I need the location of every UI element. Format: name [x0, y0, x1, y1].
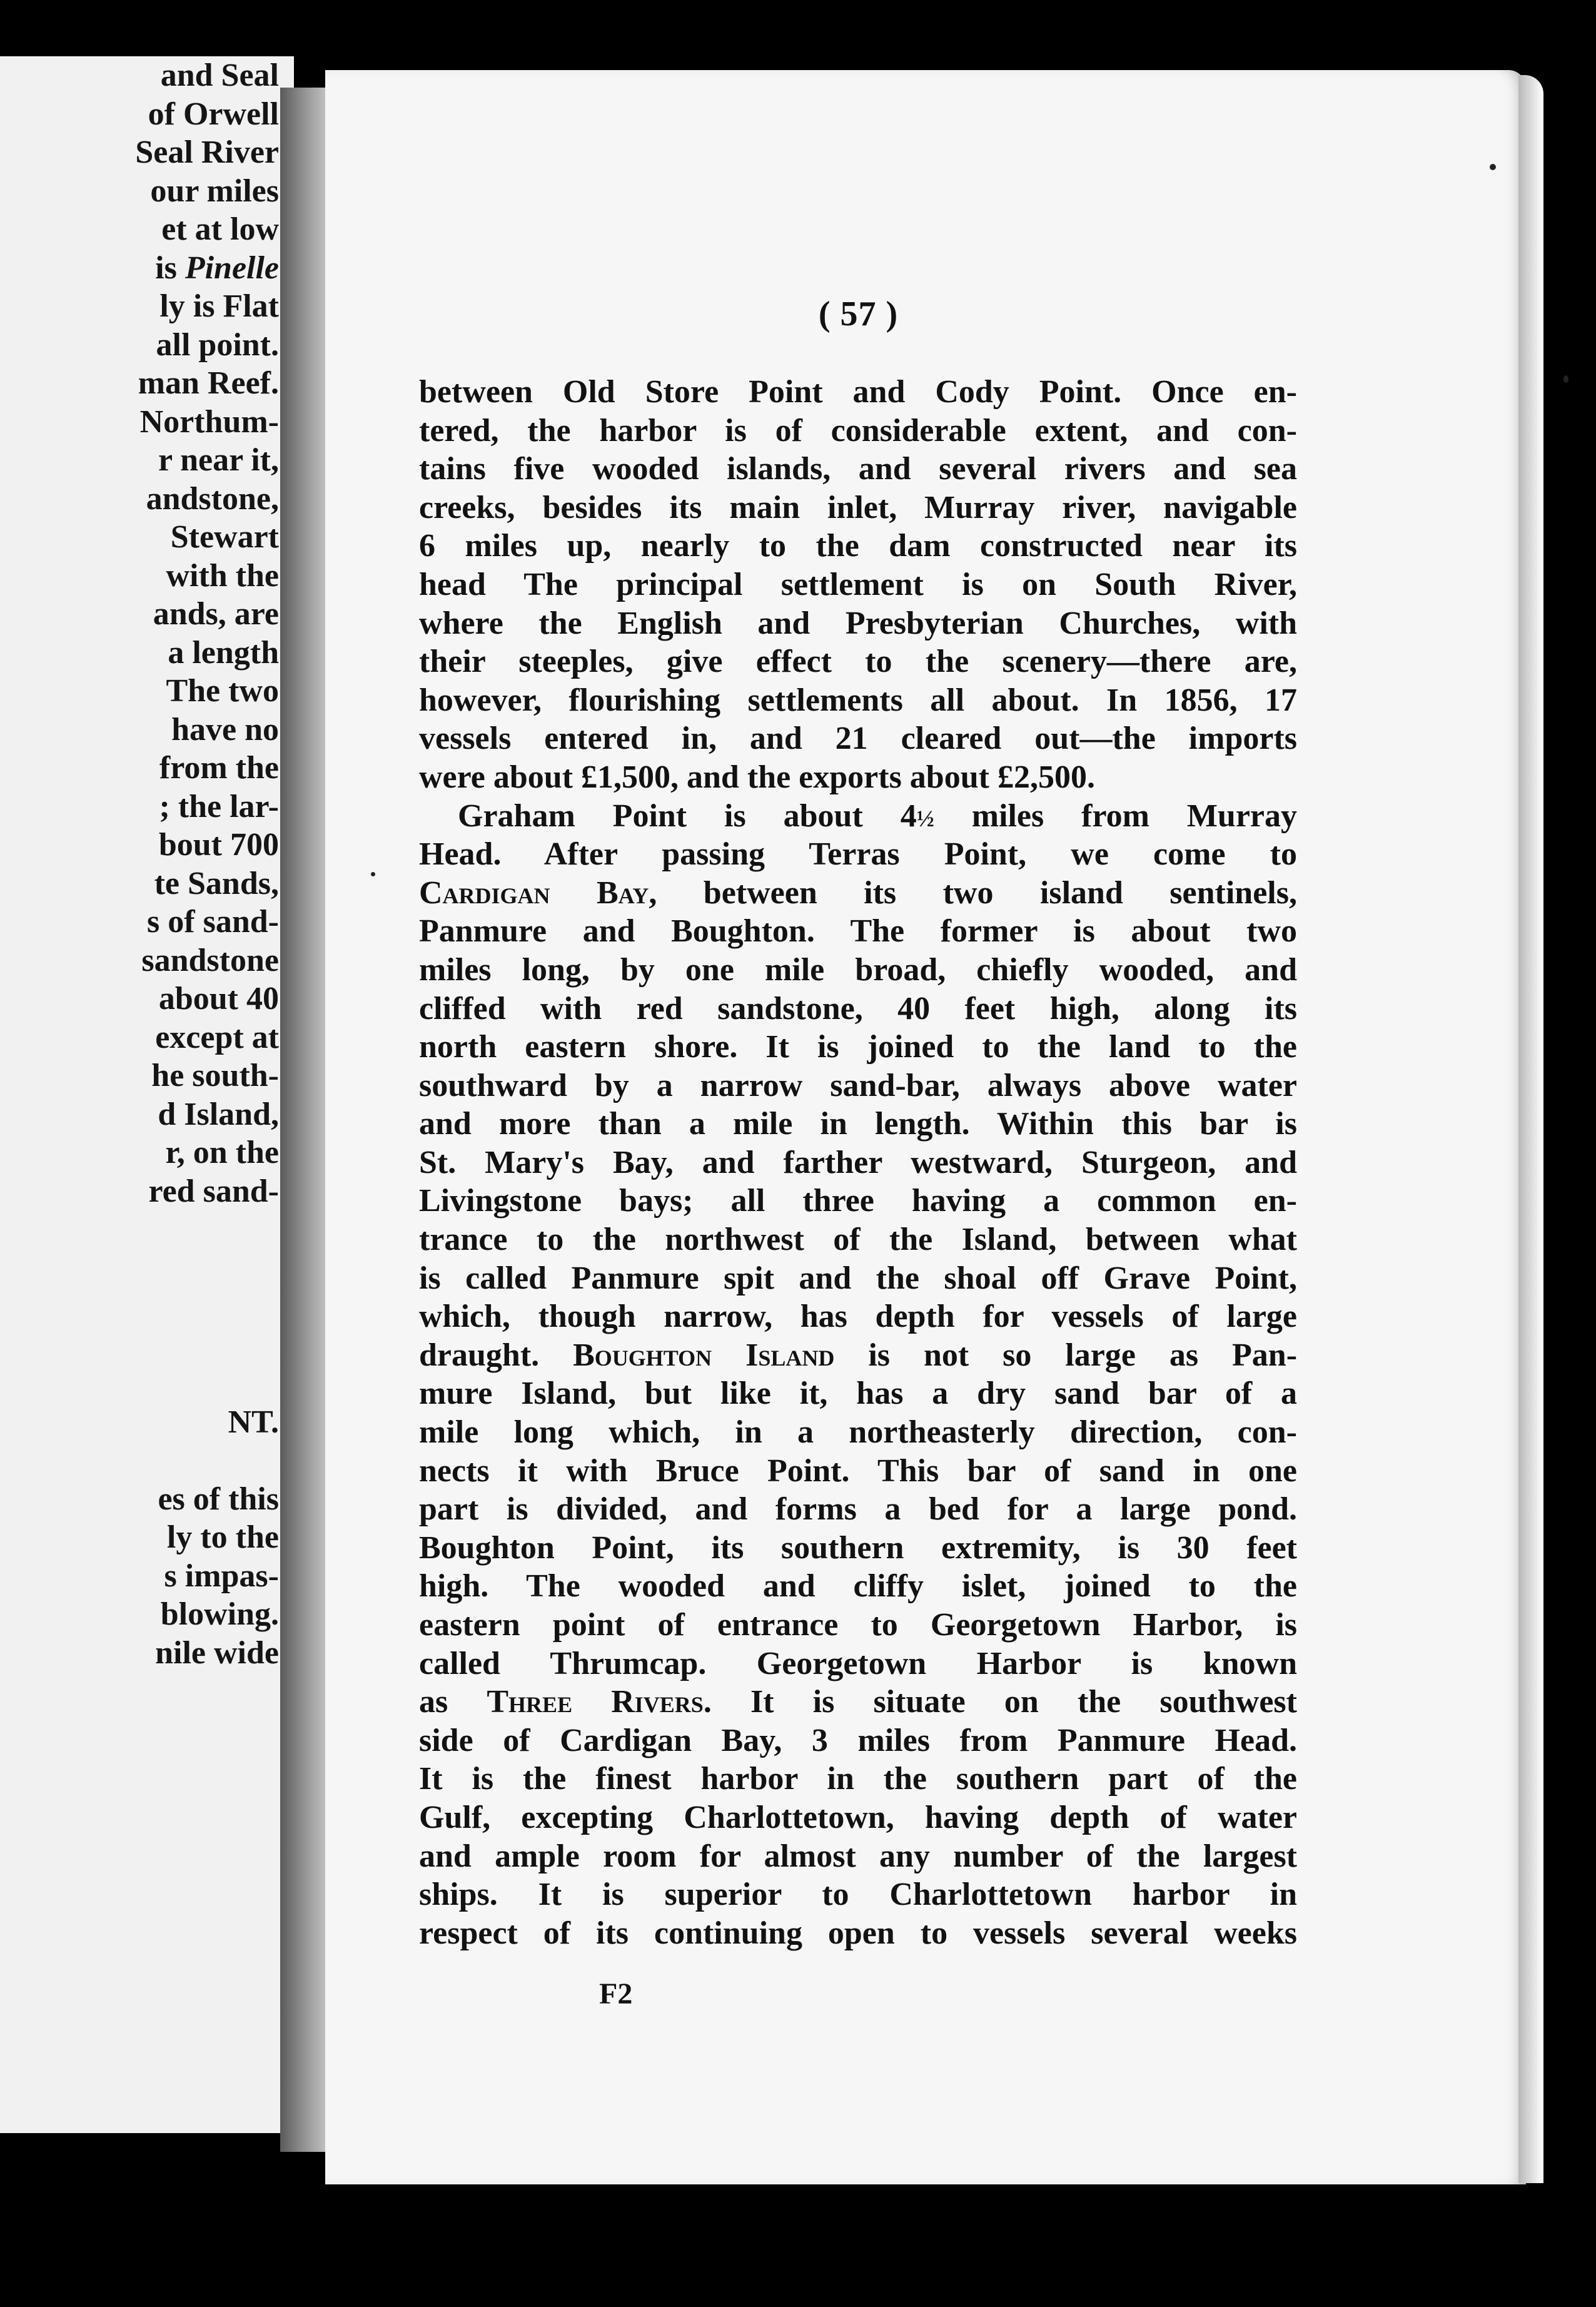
previous-page-line: ands, are [153, 596, 279, 632]
previous-page-line: except at [155, 1019, 279, 1055]
text-line: trance to the northwest of the Island, between what [419, 1222, 1297, 1258]
text-line: and ample room for almost any number of the largest [419, 1838, 1297, 1874]
previous-page-line [0, 1249, 279, 1288]
previous-page-line: all point. [156, 327, 279, 363]
text-line: cliffed with red sandstone, 40 feet high, along its [419, 990, 1297, 1027]
previous-page-line: about 40 [158, 981, 279, 1017]
previous-page-line: red sand- [148, 1173, 279, 1209]
text-line: high. The wooded and cliffy islet, joined to the [419, 1568, 1297, 1605]
previous-page-text [0, 56, 279, 1672]
scan-speck [1563, 375, 1568, 383]
previous-page-line: NT. [228, 1404, 279, 1440]
text-line: as Three Rivers. It is situate on the southwest [419, 1684, 1297, 1720]
previous-page-line [0, 1364, 279, 1403]
text-line: eastern point of entrance to Georgetown Harbor, is [419, 1607, 1297, 1643]
previous-page-line: and Seal [160, 58, 279, 93]
previous-page-line: man Reef. [138, 365, 279, 401]
text-line: their steeples, give effect to the scenery—there are, [419, 644, 1297, 680]
page-body-text [419, 373, 1297, 1952]
previous-page-line: s of sand- [147, 904, 279, 940]
text-line: nects it with Bruce Point. This bar of sand in one [419, 1453, 1297, 1489]
text-line: Head. After passing Terras Point, we come to [419, 836, 1297, 873]
text-line: mure Island, but like it, has a dry sand bar of a [419, 1376, 1297, 1412]
previous-page-line: a length [168, 634, 279, 671]
text-line: side of Cardigan Bay, 3 miles from Panmure Head. [419, 1722, 1297, 1758]
text-line: Cardigan Bay, between its two island sentinels, [419, 875, 1297, 911]
previous-page-line: he south- [151, 1058, 279, 1093]
text-line: It is the finest harbor in the southern part of the [419, 1761, 1297, 1797]
text-line: tains five wooded islands, and several rivers and sea [419, 451, 1297, 487]
text-line: respect of its continuing open to vessels several weeks [419, 1915, 1297, 1951]
previous-page-line: es of this [158, 1481, 279, 1517]
page-number: ( 57 ) [818, 295, 899, 333]
previous-page-line: Seal River [135, 134, 279, 170]
previous-page-line: is Pinelle [155, 250, 279, 286]
text-line: Livingstone bays; all three having a common en- [419, 1183, 1297, 1219]
text-line: part is divided, and forms a bed for a large pond. [419, 1491, 1297, 1528]
previous-page-line: ; the lar- [159, 788, 279, 824]
text-line: head The principal settlement is on South River, [419, 566, 1297, 602]
previous-page-line: et at low [161, 211, 279, 247]
text-line: which, though narrow, has depth for vessels of large [419, 1299, 1297, 1335]
previous-page-line: te Sands, [154, 865, 279, 901]
previous-page-line: Northum- [139, 403, 279, 440]
text-line: north eastern shore. It is joined to the land to the [419, 1029, 1297, 1065]
previous-page-line: bout 700 [158, 827, 279, 863]
text-line: vessels entered in, and 21 cleared out—the imports [419, 721, 1297, 757]
previous-page-line: The two [166, 673, 279, 709]
text-line: however, flourishing settlements all about. In 1856, 17 [419, 682, 1297, 718]
previous-page-line: ly is Flat [159, 288, 279, 324]
text-line: between Old Store Point and Cody Point. Once en- [419, 374, 1297, 410]
text-line: were about £1,500, and the exports about £2,500. [419, 759, 1095, 795]
previous-page-line: r, on the [165, 1135, 279, 1170]
text-line: miles long, by one mile broad, chiefly wooded, and [419, 951, 1297, 988]
previous-page-fragment [0, 56, 294, 2133]
text-line: called Thrumcap. Georgetown Harbor is known [419, 1645, 1297, 1681]
previous-page-line: Stewart [170, 519, 279, 555]
previous-page-line: our miles [150, 173, 279, 209]
page-edge [1518, 75, 1543, 2183]
previous-page-line [0, 1326, 279, 1365]
previous-page-line: r near it, [158, 442, 279, 478]
text-line: 6 miles up, nearly to the dam constructed near its [419, 528, 1297, 564]
previous-page-line [0, 1287, 279, 1326]
previous-page-line: have no [171, 711, 279, 748]
previous-page-line: with the [166, 557, 279, 594]
previous-page-line: blowing. [160, 1596, 279, 1632]
text-line: Boughton Point, its southern extremity, is 30 feet [419, 1529, 1297, 1566]
text-line: tered, the harbor is of considerable extent, and con- [419, 412, 1297, 449]
text-line: St. Mary's Bay, and farther westward, Sturgeon, and [419, 1144, 1297, 1180]
text-line: Graham Point is about 4½ miles from Murray [458, 798, 1297, 834]
text-line: creeks, besides its main inlet, Murray river, navigable [419, 489, 1297, 525]
scan-speck [371, 872, 375, 876]
previous-page-line: ly to the [166, 1519, 279, 1555]
previous-page-line: sandstone [141, 942, 279, 978]
previous-page-line: andstone, [146, 480, 279, 517]
scan-speck [1490, 164, 1496, 170]
previous-page-line: from the [159, 750, 279, 786]
text-line: ships. It is superior to Charlottetown harbor in [419, 1877, 1297, 1913]
text-line: and more than a mile in length. Within this bar is [419, 1106, 1297, 1142]
text-line: southward by a narrow sand-bar, always above water [419, 1067, 1297, 1103]
previous-page-line: nile wide [155, 1635, 279, 1671]
text-line: is called Panmure spit and the shoal off Grave Point, [419, 1260, 1297, 1296]
previous-page-line: d Island, [158, 1096, 279, 1132]
text-line: Panmure and Boughton. The former is about two [419, 913, 1297, 950]
text-line: Gulf, excepting Charlottetown, having depth of water [419, 1799, 1297, 1835]
previous-page-line [0, 1210, 279, 1249]
text-line: draught. Boughton Island is not so large as Pan- [419, 1337, 1298, 1373]
previous-page-line: s impas- [164, 1558, 279, 1594]
text-line: where the English and Presbyterian Churches, with [419, 605, 1297, 641]
previous-page-line: of Orwell [148, 96, 279, 132]
printer-signature-mark: F2 [599, 1977, 633, 2010]
text-line: mile long which, in a northeasterly direction, con- [419, 1414, 1297, 1451]
previous-page-line [0, 1441, 279, 1480]
